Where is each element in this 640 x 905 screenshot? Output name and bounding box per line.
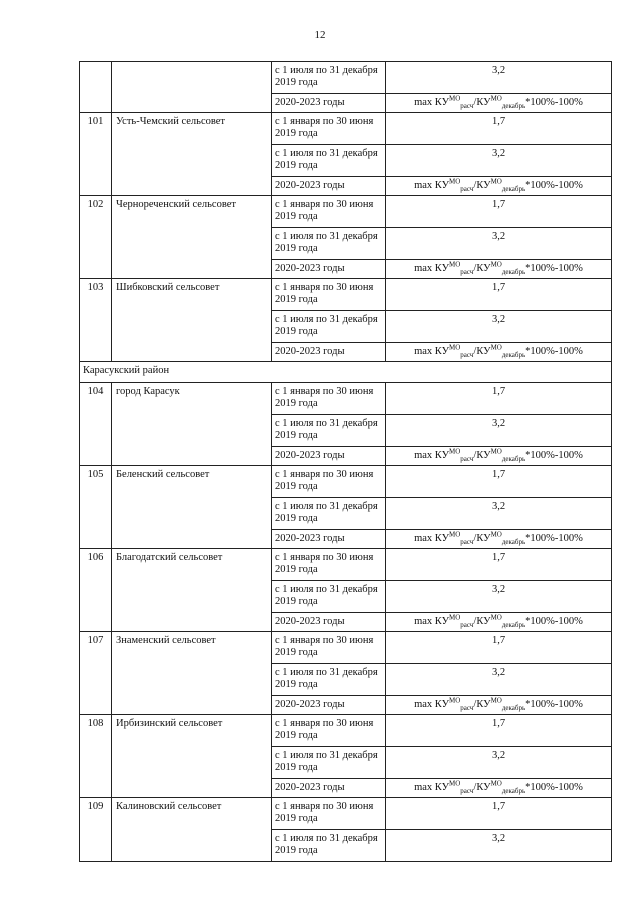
table-row	[80, 279, 612, 311]
entry-number-cell: 105	[80, 466, 112, 549]
formula-slash: /КУ	[473, 782, 491, 793]
formula-sup: МО	[490, 260, 502, 269]
period-cell: 2020-2023 годы	[272, 530, 386, 549]
formula-sup: МО	[449, 779, 461, 788]
table-row	[80, 113, 612, 145]
period-cell: с 1 июля по 31 декабря 2019 года	[272, 145, 386, 177]
formula-sub: расч	[460, 185, 474, 194]
value-cell: 1,7	[386, 549, 612, 581]
value-cell: 3,2	[386, 498, 612, 530]
formula-sup: МО	[490, 696, 502, 705]
value-cell: 1,7	[386, 383, 612, 415]
value-cell: 1,7	[386, 196, 612, 228]
value-cell: 1,7	[386, 632, 612, 664]
period-cell: 2020-2023 годы	[272, 94, 386, 113]
formula-max: max КУ	[414, 533, 450, 544]
entry-name-cell: город Карасук	[112, 383, 272, 466]
value-cell: 1,7	[386, 798, 612, 830]
formula-sub: декабрь	[501, 351, 526, 360]
formula-sub: расч	[460, 538, 474, 547]
formula-sup: МО	[490, 779, 502, 788]
period-cell: 2020-2023 годы	[272, 260, 386, 279]
entry-number-cell: 107	[80, 632, 112, 715]
formula-sub: декабрь	[501, 185, 526, 194]
table-row	[80, 798, 612, 830]
value-cell: 3,2	[386, 415, 612, 447]
entry-number-cell	[80, 62, 112, 113]
formula-sup: МО	[490, 343, 502, 352]
period-cell: с 1 января по 30 июня 2019 года	[272, 466, 386, 498]
formula-max: max КУ	[414, 97, 450, 108]
period-cell: с 1 июля по 31 декабря 2019 года	[272, 311, 386, 343]
coefficients-table	[79, 61, 612, 862]
formula-cell	[386, 779, 612, 798]
table-row	[80, 549, 612, 581]
formula-sup: МО	[449, 94, 461, 103]
formula-sup: МО	[490, 177, 502, 186]
table-row	[80, 632, 612, 664]
period-cell: с 1 июля по 31 декабря 2019 года	[272, 830, 386, 862]
formula-sub: расч	[460, 455, 474, 464]
period-cell: с 1 января по 30 июня 2019 года	[272, 715, 386, 747]
entry-name-cell: Беленский сельсовет	[112, 466, 272, 549]
formula-max: max КУ	[414, 699, 450, 710]
formula-max: max КУ	[414, 782, 450, 793]
value-cell: 3,2	[386, 830, 612, 862]
period-cell: с 1 января по 30 июня 2019 года	[272, 196, 386, 228]
formula-slash: /КУ	[473, 346, 491, 357]
formula-cell	[386, 530, 612, 549]
formula-sub: расч	[460, 268, 474, 277]
formula-sup: МО	[490, 530, 502, 539]
entry-name-cell: Усть-Чемский сельсовет	[112, 113, 272, 196]
formula-slash: /КУ	[473, 533, 491, 544]
entry-name-cell: Знаменский сельсовет	[112, 632, 272, 715]
formula-tail: *100%-100%	[525, 180, 583, 191]
table-row	[80, 466, 612, 498]
period-cell: с 1 января по 30 июня 2019 года	[272, 632, 386, 664]
formula-sub: расч	[460, 102, 474, 111]
entry-number-cell: 109	[80, 798, 112, 862]
formula-sup: МО	[490, 447, 502, 456]
formula-sub: декабрь	[501, 268, 526, 277]
period-cell: 2020-2023 годы	[272, 613, 386, 632]
district-row	[80, 362, 612, 383]
formula-sup: МО	[490, 94, 502, 103]
formula-sub: декабрь	[501, 102, 526, 111]
period-cell: с 1 июля по 31 декабря 2019 года	[272, 747, 386, 779]
formula-slash: /КУ	[473, 450, 491, 461]
formula-tail: *100%-100%	[525, 782, 583, 793]
formula-sup: МО	[449, 613, 461, 622]
table-row	[80, 196, 612, 228]
page-number: 12	[314, 29, 326, 41]
formula-sup: МО	[449, 177, 461, 186]
formula-sub: декабрь	[501, 455, 526, 464]
table-row	[80, 383, 612, 415]
table-row	[80, 715, 612, 747]
formula-cell	[386, 613, 612, 632]
entry-name-cell: Калиновский сельсовет	[112, 798, 272, 862]
formula-sub: декабрь	[501, 787, 526, 796]
period-cell: 2020-2023 годы	[272, 177, 386, 196]
formula-cell	[386, 177, 612, 196]
value-cell: 1,7	[386, 279, 612, 311]
entry-number-cell: 102	[80, 196, 112, 279]
period-cell: 2020-2023 годы	[272, 779, 386, 798]
formula-sub: декабрь	[501, 621, 526, 630]
value-cell: 3,2	[386, 228, 612, 260]
formula-sub: декабрь	[501, 538, 526, 547]
entry-number-cell: 103	[80, 279, 112, 362]
formula-sub: расч	[460, 787, 474, 796]
formula-sup: МО	[449, 343, 461, 352]
formula-sup: МО	[449, 696, 461, 705]
formula-cell	[386, 343, 612, 362]
formula-slash: /КУ	[473, 263, 491, 274]
entry-number-cell: 101	[80, 113, 112, 196]
formula-max: max КУ	[414, 346, 450, 357]
formula-tail: *100%-100%	[525, 616, 583, 627]
entry-name-cell: Шибковский сельсовет	[112, 279, 272, 362]
formula-sub: декабрь	[501, 704, 526, 713]
value-cell: 1,7	[386, 715, 612, 747]
formula-max: max КУ	[414, 616, 450, 627]
period-cell: с 1 июля по 31 декабря 2019 года	[272, 415, 386, 447]
formula-max: max КУ	[414, 450, 450, 461]
entry-name-cell	[112, 62, 272, 113]
entry-name-cell: Ирбизинский сельсовет	[112, 715, 272, 798]
formula-tail: *100%-100%	[525, 699, 583, 710]
period-cell: с 1 июля по 31 декабря 2019 года	[272, 62, 386, 94]
formula-cell	[386, 447, 612, 466]
value-cell: 1,7	[386, 113, 612, 145]
value-cell: 3,2	[386, 311, 612, 343]
value-cell: 3,2	[386, 747, 612, 779]
value-cell: 3,2	[386, 664, 612, 696]
period-cell: с 1 июля по 31 декабря 2019 года	[272, 581, 386, 613]
formula-tail: *100%-100%	[525, 533, 583, 544]
period-cell: с 1 января по 30 июня 2019 года	[272, 113, 386, 145]
formula-sub: расч	[460, 621, 474, 630]
period-cell: 2020-2023 годы	[272, 343, 386, 362]
formula-max: max КУ	[414, 263, 450, 274]
formula-cell	[386, 696, 612, 715]
formula-sub: расч	[460, 704, 474, 713]
period-cell: с 1 января по 30 июня 2019 года	[272, 549, 386, 581]
period-cell: с 1 июля по 31 декабря 2019 года	[272, 228, 386, 260]
formula-tail: *100%-100%	[525, 346, 583, 357]
entry-number-cell: 106	[80, 549, 112, 632]
value-cell: 1,7	[386, 466, 612, 498]
value-cell: 3,2	[386, 62, 612, 94]
value-cell: 3,2	[386, 581, 612, 613]
formula-sup: МО	[449, 447, 461, 456]
value-cell: 3,2	[386, 145, 612, 177]
entry-name-cell: Чернореченский сельсовет	[112, 196, 272, 279]
formula-slash: /КУ	[473, 699, 491, 710]
period-cell: с 1 июля по 31 декабря 2019 года	[272, 664, 386, 696]
district-heading: Карасукский район	[80, 362, 612, 383]
formula-slash: /КУ	[473, 616, 491, 627]
entry-name-cell: Благодатский сельсовет	[112, 549, 272, 632]
entry-number-cell: 108	[80, 715, 112, 798]
period-cell: с 1 января по 30 июня 2019 года	[272, 383, 386, 415]
formula-tail: *100%-100%	[525, 97, 583, 108]
formula-cell	[386, 260, 612, 279]
formula-slash: /КУ	[473, 97, 491, 108]
formula-slash: /КУ	[473, 180, 491, 191]
formula-tail: *100%-100%	[525, 263, 583, 274]
period-cell: с 1 января по 30 июня 2019 года	[272, 279, 386, 311]
period-cell: с 1 июля по 31 декабря 2019 года	[272, 498, 386, 530]
entry-number-cell: 104	[80, 383, 112, 466]
formula-sub: расч	[460, 351, 474, 360]
formula-max: max КУ	[414, 180, 450, 191]
period-cell: 2020-2023 годы	[272, 447, 386, 466]
formula-cell	[386, 94, 612, 113]
formula-sup: МО	[490, 613, 502, 622]
table-row	[80, 62, 612, 94]
formula-tail: *100%-100%	[525, 450, 583, 461]
formula-sup: МО	[449, 260, 461, 269]
period-cell: 2020-2023 годы	[272, 696, 386, 715]
period-cell: с 1 января по 30 июня 2019 года	[272, 798, 386, 830]
formula-sup: МО	[449, 530, 461, 539]
